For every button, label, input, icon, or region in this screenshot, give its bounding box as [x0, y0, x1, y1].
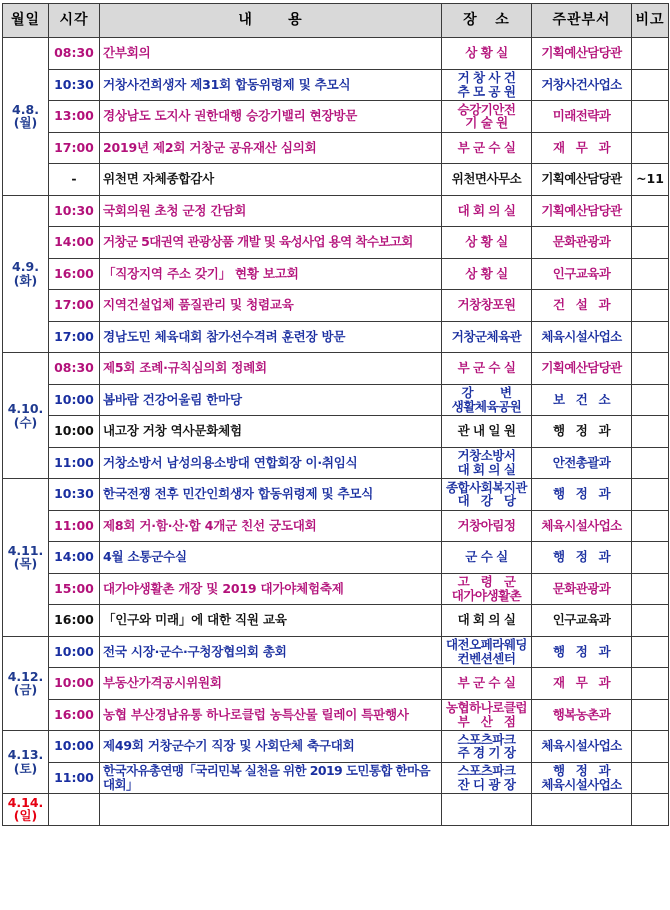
content-cell: 경상남도 도지사 권한대행 승강기밸리 현장방문 — [100, 101, 442, 133]
time-cell: 11:00 — [49, 510, 100, 542]
table-row — [3, 290, 669, 322]
table-row — [3, 353, 669, 385]
time-cell: 10:00 — [49, 416, 100, 448]
content-cell: 한국전쟁 전후 민간인희생자 합동위령제 및 추모식 — [100, 479, 442, 511]
table-row — [3, 447, 669, 479]
table-row — [3, 605, 669, 637]
place-cell: 종합사회복지관 대 강 당 — [442, 479, 532, 511]
dept-cell: 안전총괄과 — [532, 447, 632, 479]
time-cell: 16:00 — [49, 699, 100, 731]
date-cell — [3, 195, 49, 353]
table-row — [3, 573, 669, 605]
table-row — [3, 416, 669, 448]
date-cell — [3, 636, 49, 731]
content-cell: 농협 부산경남유통 하나로클럽 농특산물 릴레이 특판행사 — [100, 699, 442, 731]
time-cell: 08:30 — [49, 38, 100, 70]
note-cell — [632, 101, 669, 133]
content-cell: 대가야생활촌 개장 및 2019 대가야체험축제 — [100, 573, 442, 605]
note-cell — [632, 384, 669, 416]
note-cell — [632, 227, 669, 259]
time-cell: 11:00 — [49, 447, 100, 479]
place-cell: 관 내 일 원 — [442, 416, 532, 448]
note-cell — [632, 573, 669, 605]
date-label: 4.14. — [7, 794, 44, 810]
dept-cell: 재 무 과 — [532, 668, 632, 700]
note-cell — [632, 258, 669, 290]
time-cell: 10:00 — [49, 731, 100, 763]
time-cell — [49, 794, 100, 826]
time-cell: 10:00 — [49, 384, 100, 416]
date-label: 4.11. — [7, 542, 44, 558]
content-cell: 지역건설업체 품질관리 및 청렴교육 — [100, 290, 442, 322]
note-cell — [632, 794, 669, 826]
dept-cell: 기획예산담당관 — [532, 38, 632, 70]
date-label: 4.12. — [7, 668, 44, 684]
content-cell: 「직장지역 주소 갖기」 현황 보고회 — [100, 258, 442, 290]
date-cell — [3, 794, 49, 826]
place-cell: 대전오페라웨딩 컨벤션센터 — [442, 636, 532, 668]
date-label: 4.13. — [7, 747, 44, 763]
place-cell: 농협하나로클럽 부 산 점 — [442, 699, 532, 731]
content-cell: 4월 소통군수실 — [100, 542, 442, 574]
note-cell: ~11 — [632, 164, 669, 196]
table-row — [3, 510, 669, 542]
time-cell: 15:00 — [49, 573, 100, 605]
content-cell: 내고장 거창 역사문화체험 — [100, 416, 442, 448]
header-content: 내 용 — [100, 4, 442, 38]
note-cell — [632, 762, 669, 794]
place-cell: 승강기안전 기 술 원 — [442, 101, 532, 133]
note-cell — [632, 195, 669, 227]
table-row — [3, 384, 669, 416]
content-cell: 제5회 조례·규칙심의회 정례회 — [100, 353, 442, 385]
note-cell — [632, 290, 669, 322]
dept-cell — [532, 794, 632, 826]
weekday-label: (수) — [13, 414, 38, 430]
dept-cell: 보 건 소 — [532, 384, 632, 416]
weekday-label: (토) — [13, 761, 38, 776]
place-cell: 부 군 수 실 — [442, 132, 532, 164]
content-cell: 2019년 제2회 거창군 공유재산 심의회 — [100, 132, 442, 164]
date-label: 4.8. — [12, 101, 39, 117]
time-cell: 08:30 — [49, 353, 100, 385]
place-cell: 대 회 의 실 — [442, 605, 532, 637]
table-row — [3, 38, 669, 70]
place-cell: 강 변 생활체육공원 — [442, 384, 532, 416]
dept-cell: 문화관광과 — [532, 227, 632, 259]
content-cell: 거창군 5대권역 관광상품 개발 및 육성사업 용역 착수보고회 — [100, 227, 442, 259]
place-cell: 부 군 수 실 — [442, 353, 532, 385]
table-row — [3, 195, 669, 227]
content-cell: 간부회의 — [100, 38, 442, 70]
content-cell: 거창사건희생자 제31회 합동위령제 및 추모식 — [100, 69, 442, 101]
time-cell: 10:00 — [49, 636, 100, 668]
dept-cell: 거창사건사업소 — [532, 69, 632, 101]
dept-cell: 행복농촌과 — [532, 699, 632, 731]
table-row — [3, 636, 669, 668]
place-cell: 스포츠파크 주 경 기 장 — [442, 731, 532, 763]
content-cell: 국회의원 초청 군정 간담회 — [100, 195, 442, 227]
time-cell: 11:00 — [49, 762, 100, 794]
weekday-label: (화) — [13, 272, 38, 288]
time-cell: 16:00 — [49, 605, 100, 637]
content-cell: 위천면 자체종합감사 — [100, 164, 442, 196]
place-cell: 거창소방서 대 회 의 실 — [442, 447, 532, 479]
time-cell: 10:30 — [49, 69, 100, 101]
header-time: 시각 — [49, 4, 100, 38]
content-cell: 경남도민 체육대회 참가선수격려 훈련장 방문 — [100, 321, 442, 353]
dept-cell: 행 정 과 — [532, 542, 632, 574]
date-cell — [3, 38, 49, 196]
dept-cell: 재 무 과 — [532, 132, 632, 164]
note-cell — [632, 321, 669, 353]
content-cell: 제49회 거창군수기 직장 및 사회단체 축구대회 — [100, 731, 442, 763]
dept-cell: 체육시설사업소 — [532, 321, 632, 353]
schedule-table — [2, 3, 669, 826]
table-row — [3, 69, 669, 101]
place-cell — [442, 794, 532, 826]
header-place: 장 소 — [442, 4, 532, 38]
date-cell — [3, 731, 49, 794]
note-cell — [632, 668, 669, 700]
dept-cell: 인구교육과 — [532, 258, 632, 290]
dept-cell: 행 정 과 — [532, 636, 632, 668]
weekday-label: (목) — [13, 556, 38, 572]
note-cell — [632, 416, 669, 448]
note-cell — [632, 447, 669, 479]
content-cell: 제8회 거·함·산·합 4개군 친선 궁도대회 — [100, 510, 442, 542]
table-row — [3, 164, 669, 196]
weekday-label: (금) — [13, 682, 38, 698]
schedule-body — [3, 38, 669, 826]
content-cell — [100, 794, 442, 826]
content-cell: 한국자유총연맹「국리민복 실천을 위한 2019 도민통합 한마음대회」 — [100, 762, 442, 794]
dept-cell: 행 정 과 체육시설사업소 — [532, 762, 632, 794]
table-row — [3, 794, 669, 826]
table-row — [3, 132, 669, 164]
content-cell: 전국 시장·군수·구청장협의회 총회 — [100, 636, 442, 668]
place-cell: 거 창 사 건 추 모 공 원 — [442, 69, 532, 101]
time-cell: 14:00 — [49, 542, 100, 574]
content-cell: 「인구와 미래」에 대한 직원 교육 — [100, 605, 442, 637]
header-note: 비고 — [632, 4, 669, 38]
time-cell: 16:00 — [49, 258, 100, 290]
place-cell: 스포츠파크 잔 디 광 장 — [442, 762, 532, 794]
table-row — [3, 321, 669, 353]
content-cell: 부동산가격공시위원회 — [100, 668, 442, 700]
dept-cell: 체육시설사업소 — [532, 510, 632, 542]
time-cell: 17:00 — [49, 321, 100, 353]
note-cell — [632, 731, 669, 763]
place-cell: 상 황 실 — [442, 258, 532, 290]
dept-cell: 문화관광과 — [532, 573, 632, 605]
place-cell: 거창아림정 — [442, 510, 532, 542]
header-date: 월일 — [3, 4, 49, 38]
dept-cell: 기획예산담당관 — [532, 195, 632, 227]
table-row — [3, 762, 669, 794]
content-cell: 거창소방서 남성의용소방대 연합회장 이·취임식 — [100, 447, 442, 479]
table-row — [3, 479, 669, 511]
table-row — [3, 542, 669, 574]
time-cell: 10:00 — [49, 668, 100, 700]
note-cell — [632, 605, 669, 637]
note-cell — [632, 132, 669, 164]
place-cell: 거창창포원 — [442, 290, 532, 322]
note-cell — [632, 699, 669, 731]
place-cell: 대 회 의 실 — [442, 195, 532, 227]
place-cell: 상 황 실 — [442, 38, 532, 70]
table-row — [3, 227, 669, 259]
place-cell: 위천면사무소 — [442, 164, 532, 196]
dept-cell: 기획예산담당관 — [532, 164, 632, 196]
header-dept: 주관부서 — [532, 4, 632, 38]
note-cell — [632, 353, 669, 385]
dept-cell: 행 정 과 — [532, 416, 632, 448]
place-cell: 군 수 실 — [442, 542, 532, 574]
table-row — [3, 258, 669, 290]
place-cell: 고 령 군 대가야생활촌 — [442, 573, 532, 605]
dept-cell: 체육시설사업소 — [532, 731, 632, 763]
header-row — [3, 4, 669, 38]
dept-cell: 인구교육과 — [532, 605, 632, 637]
note-cell — [632, 69, 669, 101]
place-cell: 거창군체육관 — [442, 321, 532, 353]
place-cell: 부 군 수 실 — [442, 668, 532, 700]
note-cell — [632, 636, 669, 668]
time-cell: 13:00 — [49, 101, 100, 133]
note-cell — [632, 510, 669, 542]
time-cell: 17:00 — [49, 290, 100, 322]
time-cell: 10:30 — [49, 195, 100, 227]
table-row — [3, 699, 669, 731]
note-cell — [632, 542, 669, 574]
table-row — [3, 101, 669, 133]
note-cell — [632, 38, 669, 70]
time-cell: 17:00 — [49, 132, 100, 164]
note-cell — [632, 479, 669, 511]
weekday-label: (일) — [13, 808, 38, 824]
place-cell: 상 황 실 — [442, 227, 532, 259]
dept-cell: 기획예산담당관 — [532, 353, 632, 385]
date-cell — [3, 353, 49, 479]
time-cell: - — [49, 164, 100, 196]
time-cell: 14:00 — [49, 227, 100, 259]
content-cell: 봄바람 건강어울림 한마당 — [100, 384, 442, 416]
table-row — [3, 731, 669, 763]
weekday-label: (월) — [13, 115, 38, 131]
dept-cell: 미래전략과 — [532, 101, 632, 133]
dept-cell: 건 설 과 — [532, 290, 632, 322]
dept-cell: 행 정 과 — [532, 479, 632, 511]
date-label: 4.9. — [12, 259, 39, 274]
table-row — [3, 668, 669, 700]
date-label: 4.10. — [7, 400, 44, 416]
date-cell — [3, 479, 49, 637]
time-cell: 10:30 — [49, 479, 100, 511]
